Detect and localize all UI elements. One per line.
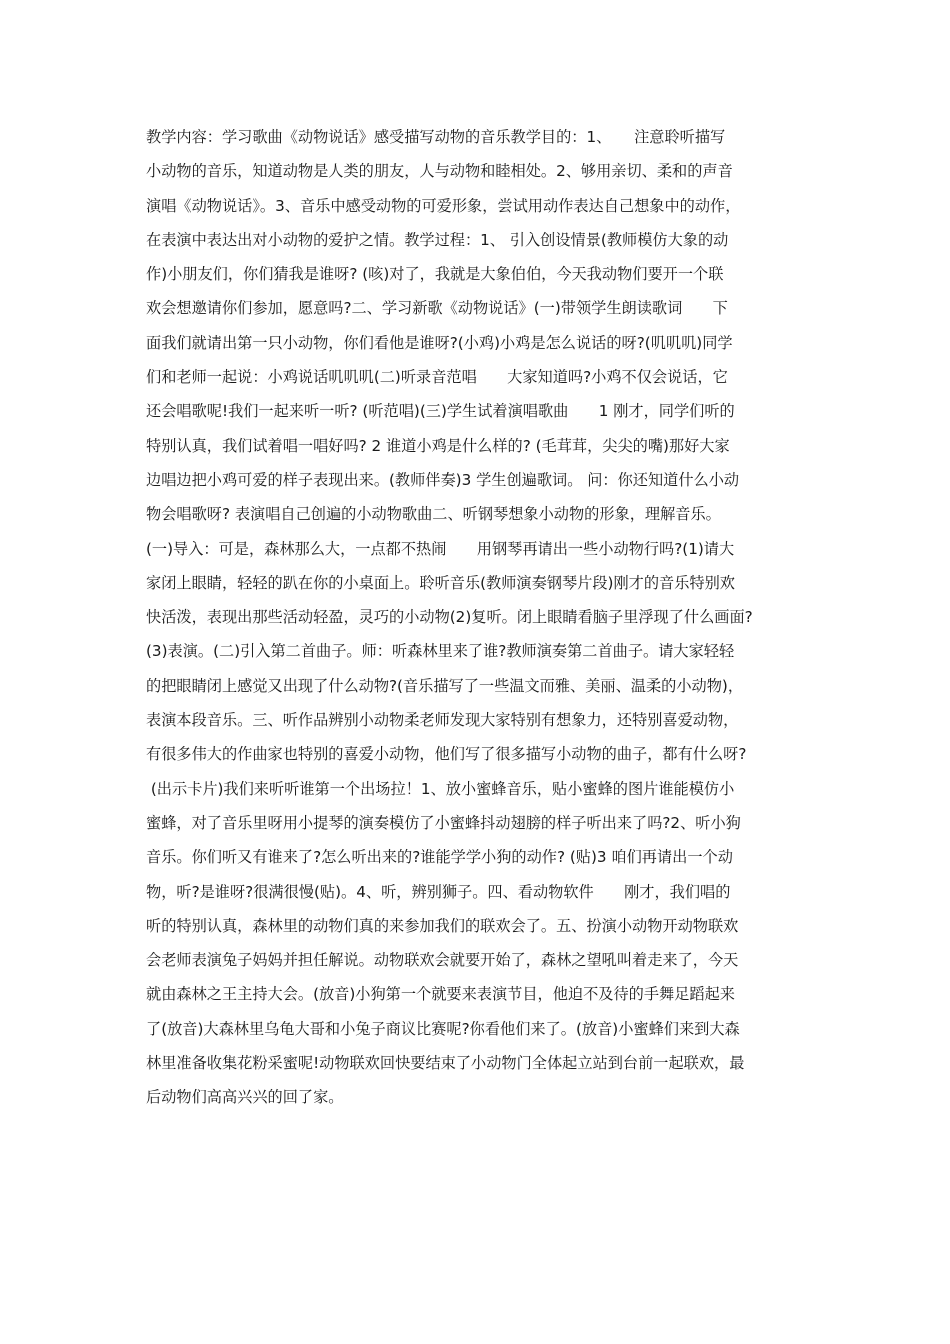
text-line: 欢会想邀请你们参加，愿意吗?二、学习新歌《动物说话》(一)带领学生朗读歌词 下 (146, 299, 728, 318)
text-line: 家闭上眼睛，轻轻的趴在你的小桌面上。聆听音乐(教师演奏钢琴片段)刚才的音乐特别欢 (146, 573, 735, 592)
text-line: 林里准备收集花粉采蜜呢!动物联欢回快要结束了小动物门全体起立站到台前一起联欢，最 (146, 1054, 745, 1073)
text-line: (3)表演。(二)引入第二首曲子。师：听森林里来了谁?教师演奏第二首曲子。请大家轻轻 (146, 642, 735, 661)
text-line: 作)小朋友们，你们猜我是谁呀? (咳)对了，我就是大象伯伯，今天我动物们要开一个联 (146, 265, 724, 284)
text-line: 们和老师一起说：小鸡说话叽叽叽(二)听录音范唱 大家知道吗?小鸡不仅会说话，它 (146, 368, 728, 387)
text-line: 边唱边把小鸡可爱的样子表现出来。(教师伴奏)3 学生创遍歌词。 问：你还知道什么小动 (146, 470, 740, 489)
text-line: 物，听?是谁呀?很满很慢(贴)。4、听，辨别狮子。四、看动物软件 刚才，我们唱的 (146, 882, 731, 901)
text-line: 蜜蜂，对了音乐里呀用小提琴的演奏模仿了小蜜蜂抖动翅膀的样子听出来了吗?2、听小狗 (146, 813, 741, 832)
text-line: 音乐。你们听又有谁来了?怎么听出来的?谁能学学小狗的动作? (贴)3 咱们再请出一个动 (146, 848, 733, 867)
text-line: 了(放音)大森林里乌龟大哥和小兔子商议比赛呢?你看他们来了。(放音)小蜜蜂们来到大森 (146, 1019, 740, 1038)
text-line: 会老师表演兔子妈妈并担任解说。动物联欢会就要开始了，森林之望吼叫着走来了，今天 (146, 951, 739, 970)
text-line: 后动物们高高兴兴的回了家。 (146, 1088, 344, 1107)
text-line: 表演本段音乐。三、听作品辨别小动物柔老师发现大家特别有想象力，还特别喜爱动物， (146, 711, 739, 730)
text-line: 的把眼睛闭上感觉又出现了什么动物?(音乐描写了一些温文而雅、美丽、温柔的小动物)， (146, 676, 744, 695)
text-line: 就由森林之王主持大会。(放音)小狗第一个就要来表演节目，他迫不及待的手舞足蹈起来 (146, 985, 735, 1004)
text-line: (一)导入：可是，森林那么大，一点都不热闹 用钢琴再请出一些小动物行吗?(1)请大 (146, 539, 735, 558)
text-line: 物会唱歌呀? 表演唱自己创遍的小动物歌曲二、听钢琴想象小动物的形象，理解音乐。 (146, 505, 721, 524)
text-line: 有很多伟大的作曲家也特别的喜爱小动物，他们写了很多描写小动物的曲子，都有什么呀? (146, 745, 747, 764)
text-line: 小动物的音乐，知道动物是人类的朋友，人与动物和睦相处。2、够用亲切、柔和的声音 (146, 162, 733, 181)
text-line: 演唱《动物说话》。3、音乐中感受动物的可爱形象，尝试用动作表达自己想象中的动作， (146, 196, 741, 215)
text-line: 还会唱歌呢!我们一起来听一听? (听范唱)(三)学生试着演唱歌曲 1 刚才，同学们听的 (146, 402, 735, 421)
text-line: 快活泼，表现出那些活动轻盈，灵巧的小动物(2)复听。闭上眼睛看脑子里浮现了什么画面? (146, 608, 753, 627)
text-line: 在表演中表达出对小动物的爱护之情。教学过程：1、 引入创设情景(教师模仿大象的动 (146, 230, 729, 249)
text-line: (出示卡片)我们来听听谁第一个出场拉！1、放小蜜蜂音乐，贴小蜜蜂的图片谁能模仿小 (146, 779, 735, 798)
text-line: 听的特别认真，森林里的动物们真的来参加我们的联欢会了。五、扮演小动物开动物联欢 (146, 916, 739, 935)
lesson-plan-text (146, 120, 826, 1115)
text-line: 特别认真，我们试着唱一唱好吗? 2 谁道小鸡是什么样的? (毛茸茸，尖尖的嘴)那好大家 (146, 436, 730, 455)
text-line: 面我们就请出第一只小动物，你们看他是谁呀?(小鸡)小鸡是怎么说话的呀?(叽叽叽)同学 (146, 333, 733, 352)
text-line: 教学内容：学习歌曲《动物说话》感受描写动物的音乐教学目的：1、 注意聆听描写 (146, 128, 726, 146)
